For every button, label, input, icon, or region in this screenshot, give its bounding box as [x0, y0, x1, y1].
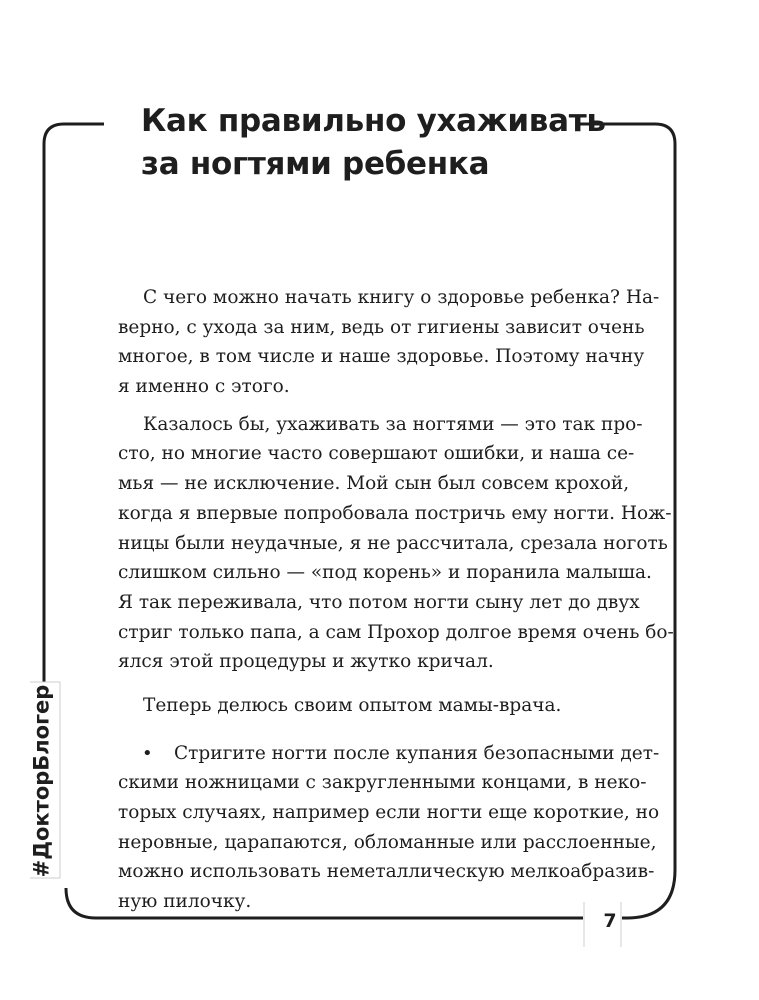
bullet-line: неровные, царапаются, обломанные или расслоенные,	[118, 831, 657, 853]
side-hashtag-text: #ДокторБлогер	[29, 684, 54, 878]
paragraph-line: Казалось бы, ухаживать за ногтями — это так про-	[143, 413, 643, 435]
paragraph-line: Теперь делюсь своим опытом мамы-врача.	[143, 694, 562, 716]
paragraph-line: стриг только папа, а сам Прохор долгое время очень бо-	[118, 621, 674, 643]
paragraph-line: ялся этой процедуры и жутко кричал.	[118, 651, 494, 673]
paragraph-line: мья — не исключение. Мой сын был совсем крохой,	[118, 473, 630, 495]
body-text	[118, 283, 674, 917]
bullet-line: скими ножницами с закругленными концами, в неко-	[118, 772, 647, 794]
paragraph-line: многое, в том числе и наше здоровье. Поэтому начну	[118, 346, 645, 368]
bullet-marker: •	[142, 742, 153, 764]
bullet-line: можно использовать неметаллическую мелкоабразив-	[118, 861, 655, 883]
paragraph-line: слишком сильно — «под корень» и поранила малыша.	[118, 562, 652, 584]
paragraph-3	[118, 691, 618, 721]
chapter-title	[141, 100, 606, 186]
paragraph-2	[118, 410, 674, 677]
paragraph-1	[118, 283, 660, 402]
page-number: 7	[603, 910, 617, 932]
bullet-item	[118, 739, 660, 917]
paragraph-line: верно, с ухода за ним, ведь от гигиены зависит очень	[118, 316, 645, 338]
bullet-line: торых случаях, например если ногти еще короткие, но	[118, 802, 660, 823]
paragraph-line: ницы были неудачные, я не рассчитала, срезала ноготь	[118, 532, 668, 554]
bullet-line: Стригите ногти после купания безопасными дет-	[174, 742, 660, 764]
paragraph-line: Я так переживала, что потом ногти сыну лет до двух	[118, 591, 640, 613]
paragraph-line: С чего можно начать книгу о здоровье ребенка? На-	[143, 287, 660, 308]
paragraph-line: я именно с этого.	[118, 376, 290, 398]
frame-top-left	[44, 124, 104, 682]
paragraph-line: сто, но многие часто совершают ошибки, и наша се-	[118, 443, 635, 465]
side-hashtag	[22, 682, 60, 880]
chapter-title-line-1: Как правильно ухаживать	[141, 103, 606, 139]
bullet-line: ную пилочку.	[118, 891, 252, 913]
chapter-title-line-2: за ногтями ребенка	[141, 146, 490, 182]
paragraph-line: когда я впервые попробовала постричь ему ногти. Нож-	[118, 502, 672, 524]
